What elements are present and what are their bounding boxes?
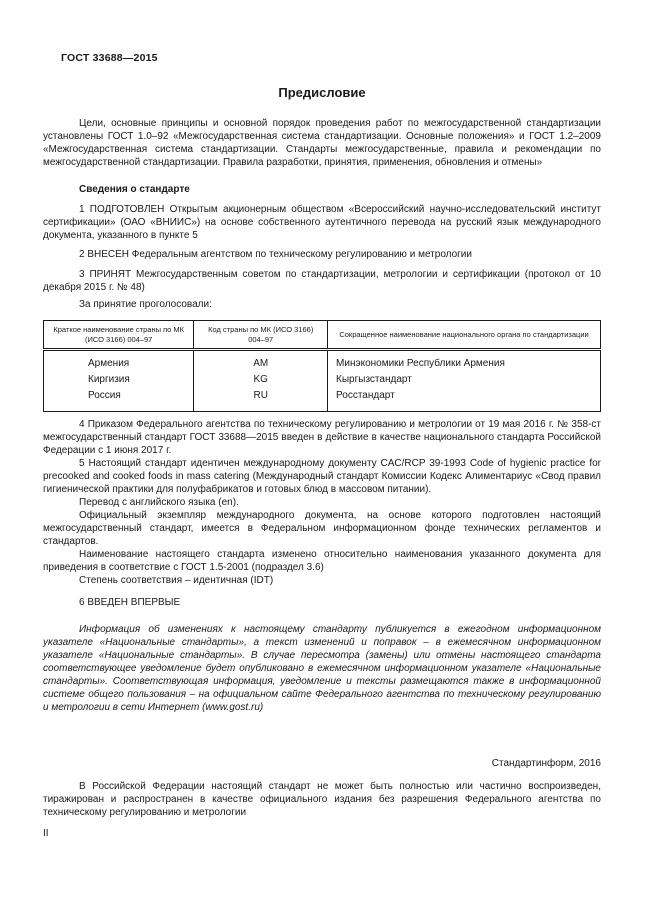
cell-body: Кыргызстандарт: [328, 372, 601, 388]
official-copy-note: Официальный экземпляр международного документа, на основе которого подготовлен настоящий межгосударственный стандарт, имеется в Федеральном информационном фонде технических регламентов и стандартов.: [43, 510, 601, 547]
vote-table-header-body: Сокращенное наименование национального органа по стандартизации: [328, 321, 601, 350]
vote-table: [43, 320, 601, 412]
clause-identical: 5 Настоящий стандарт идентичен международному документу CAC/RCP 39-1993 Code of hygienic practice for precooked and cooked foods in mass catering (Международный стандарт Комиссии Кодекс Алиментариус «Свод правил гигиенической практики для полуфабрикатов и готовых блюд в массовом питании).: [43, 458, 601, 495]
cell-body: Росстандарт: [328, 388, 601, 412]
cell-country: Россия: [44, 388, 194, 412]
cell-country: Армения: [44, 350, 194, 373]
cell-code: KG: [194, 372, 328, 388]
intro-paragraph: Цели, основные принципы и основной порядок проведения работ по межгосударственной стандартизации установлены ГОСТ 1.0–92 «Межгосударственная система стандартизации. Основные положения» и ГОСТ 1.2–2009 «Межгосударственная система стандартизации. Стандарты межгосударственные, правила и рекомендации по межгосударственной стандартизации. Правила разработки, принятия, применения, обновления и отмены»: [43, 118, 601, 168]
clause-adopted: 3 ПРИНЯТ Межгосударственным советом по стандартизации, метрологии и сертификации (протокол от 10 декабря 2015 г. № 48): [43, 269, 601, 293]
vote-table-header-row: [44, 321, 601, 350]
clause-submitted: 2 ВНЕСЕН Федеральным агентством по техническому регулированию и метрологии: [79, 249, 472, 260]
table-row: [44, 388, 601, 412]
copyright-note: В Российской Федерации настоящий стандарт не может быть полностью или частично воспроизведен, тиражирован и распространен в качестве официального издания без разрешения Федерального агентства по техническому регулированию и метрологии: [43, 781, 601, 818]
cell-body: Минэкономики Республики Армения: [328, 350, 601, 373]
vote-table-header-code: Код страны по МК (ИСО 3166) 004–97: [194, 321, 328, 350]
cell-code: AM: [194, 350, 328, 373]
vote-table-header-country: Краткое наименование страны по МК (ИСО 3166) 004–97: [44, 321, 194, 350]
page-number: II: [43, 828, 49, 839]
page-title: Предисловие: [278, 85, 366, 100]
cell-code: RU: [194, 388, 328, 412]
translation-note: Перевод с английского языка (en).: [79, 497, 239, 508]
clause-enacted: 4 Приказом Федерального агентства по техническому регулированию и метрологии от 19 мая 2016 г. № 358-ст межгосударственный стандарт ГОСТ 33688—2015 введен в действие в качестве национального стандарта Российской Федерации с 1 июня 2017 г.: [43, 419, 601, 456]
clause-first-introduced: 6 ВВЕДЕН ВПЕРВЫЕ: [79, 597, 181, 608]
doc-code: ГОСТ 33688—2015: [61, 52, 158, 64]
cell-country: Киргизия: [44, 372, 194, 388]
publisher-line: Стандартинформ, 2016: [491, 758, 601, 769]
conformity-note: Степень соответствия – идентичная (IDT): [79, 575, 274, 586]
standard-info-heading: Сведения о стандарте: [79, 184, 190, 195]
clause-prepared: 1 ПОДГОТОВЛЕН Открытым акционерным обществом «Всероссийский научно-исследовательский институт сертификации» (ОАО «ВНИИС») на основе собственного аутентичного перевода на русский язык международного документа, указанного в пункте 5: [43, 204, 601, 241]
renaming-note: Наименование настоящего стандарта изменено относительно наименования указанного документа для приведения в соответствие с ГОСТ 1.5-2001 (подраздел 3.6): [43, 549, 601, 573]
table-row: [44, 350, 601, 373]
table-row: [44, 372, 601, 388]
vote-lead-text: За принятие проголосовали:: [79, 299, 212, 310]
changes-notice: Информация об изменениях к настоящему стандарту публикуется в ежегодном информационном указателе «Национальные стандарты», а текст изменений и поправок – в ежемесячном информационном указателе «Национальные стандарты». В случае пересмотра (замены) или отмены настоящего стандарта соответствующее уведомление будет опубликовано в ежемесячном информационном указателе «Национальные стандарты». Соответствующая информация, уведомление и тексты размещаются также в информационной системе общего пользования – на официальном сайте Федерального агентства по техническому регулированию и метрологии в сети Интернет (www.gost.ru): [43, 624, 601, 713]
